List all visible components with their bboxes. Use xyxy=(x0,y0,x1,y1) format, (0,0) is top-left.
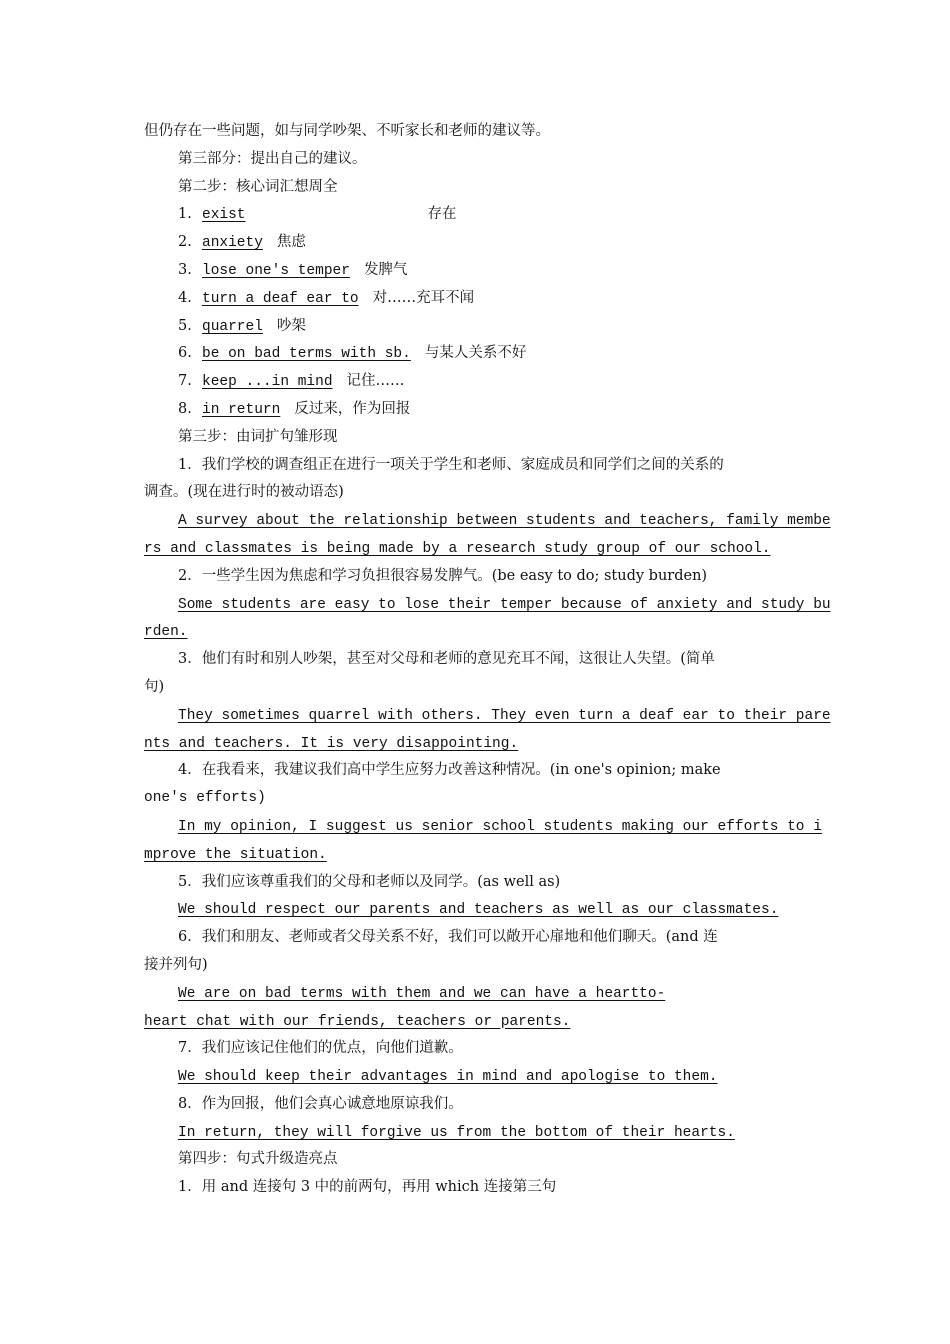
exercise-answer: heart chat with our friends, teachers or parents. xyxy=(144,1013,571,1030)
vocab-num: 7. xyxy=(178,373,192,390)
vocab-en: quarrel xyxy=(202,318,263,335)
exercise-question: 3．他们有时和别人吵架，甚至对父母和老师的意见充耳不闻，这很让人失望。(简单 xyxy=(178,651,715,668)
exercise-question: 7．我们应该记住他们的优点，向他们道歉。 xyxy=(178,1040,463,1057)
vocab-zh: 发脾气 xyxy=(363,261,408,278)
exercise-question: 接并列句) xyxy=(144,956,208,973)
step2-heading: 第二步：核心词汇想周全 xyxy=(178,178,338,195)
vocab-item xyxy=(144,313,808,341)
vocab-num: 6. xyxy=(178,345,192,362)
step3-heading: 第三步：由词扩句雏形现 xyxy=(178,428,338,445)
vocab-item xyxy=(144,229,808,257)
part3-heading: 第三部分：提出自己的建议。 xyxy=(178,150,367,167)
vocab-en: keep ...in mind xyxy=(202,374,333,391)
exercise-question: 6．我们和朋友、老师或者父母关系不好，我们可以敞开心扉地和他们聊天。(and 连 xyxy=(178,929,718,946)
exercise-question: 1．我们学校的调查组正在进行一项关于学生和老师、家庭成员和同学们之间的关系的 xyxy=(178,456,724,473)
exercise-question: 8．作为回报，他们会真心诚意地原谅我们。 xyxy=(178,1095,463,1112)
vocab-zh: 吵架 xyxy=(276,317,306,334)
step4-item: 1．用 and 连接句 3 中的前两句，再用 which 连接第三句 xyxy=(178,1179,557,1196)
exercise-question: 调查。(现在进行时的被动语态) xyxy=(144,484,344,501)
vocab-num: 4. xyxy=(178,289,192,306)
vocab-num: 5. xyxy=(178,317,192,334)
vocab-num: 2. xyxy=(178,234,192,251)
exercise-question: one's efforts) xyxy=(144,790,266,807)
exercise-answer: In return, they will forgive us from the bottom of their hearts. xyxy=(178,1124,735,1141)
vocab-zh: 与某人关系不好 xyxy=(424,345,527,362)
vocab-item xyxy=(144,285,808,313)
exercise-question: 4．在我看来，我建议我们高中学生应努力改善这种情况。(in one's opinion; make xyxy=(178,762,721,779)
vocab-item xyxy=(144,201,808,229)
vocab-item xyxy=(144,368,808,396)
vocab-en: in return xyxy=(202,401,281,418)
document-page xyxy=(144,118,831,1202)
vocab-item xyxy=(144,257,808,285)
step4-heading: 第四步：句式升级造亮点 xyxy=(178,1151,338,1168)
vocab-en: lose one's temper xyxy=(202,262,350,279)
vocab-en: turn a deaf ear to xyxy=(202,290,359,307)
vocab-en: exist xyxy=(202,207,246,224)
vocab-num: 1. xyxy=(178,206,192,223)
exercise-question: 句) xyxy=(144,678,165,695)
exercise-answer: We should respect our parents and teachers as well as our classmates. xyxy=(178,902,779,919)
vocab-item xyxy=(144,396,808,424)
vocab-item xyxy=(144,340,808,368)
exercise-answer: We should keep their advantages in mind and apologise to them. xyxy=(178,1069,718,1086)
intro-line: 但仍存在一些问题，如与同学吵架、不听家长和老师的建议等。 xyxy=(144,123,550,139)
exercise-answer: We are on bad terms with them and we can have a heartto- xyxy=(178,985,666,1002)
exercise-question: 2．一些学生因为焦虑和学习负担很容易发脾气。(be easy to do; study burden) xyxy=(178,567,708,584)
exercise-answer: A survey about the relationship between students and teachers, family membe xyxy=(178,513,831,530)
exercise-question: 5．我们应该尊重我们的父母和老师以及同学。(as well as) xyxy=(178,873,561,890)
vocab-zh: 焦虑 xyxy=(276,234,306,251)
exercise-answer: rs and classmates is being made by a research study group of our school. xyxy=(144,540,771,557)
vocab-num: 3. xyxy=(178,261,192,278)
vocab-zh: 记住…… xyxy=(346,373,405,390)
exercise-answer: In my opinion, I suggest us senior school students making our efforts to i xyxy=(178,818,822,835)
vocab-en: be on bad terms with sb. xyxy=(202,346,411,363)
vocab-zh: 存在 xyxy=(427,206,457,223)
vocab-zh: 对……充耳不闻 xyxy=(372,289,475,306)
vocab-num: 8. xyxy=(178,400,192,417)
exercise-answer: Some students are easy to lose their temper because of anxiety and study bu xyxy=(178,596,831,613)
exercise-answer: They sometimes quarrel with others. They even turn a deaf ear to their pare xyxy=(178,707,831,724)
exercise-answer: nts and teachers. It is very disappointing. xyxy=(144,735,519,752)
exercise-answer: mprove the situation. xyxy=(144,846,327,863)
vocab-zh: 反过来，作为回报 xyxy=(294,400,411,417)
vocab-en: anxiety xyxy=(202,235,263,252)
exercise-answer: rden. xyxy=(144,624,188,641)
